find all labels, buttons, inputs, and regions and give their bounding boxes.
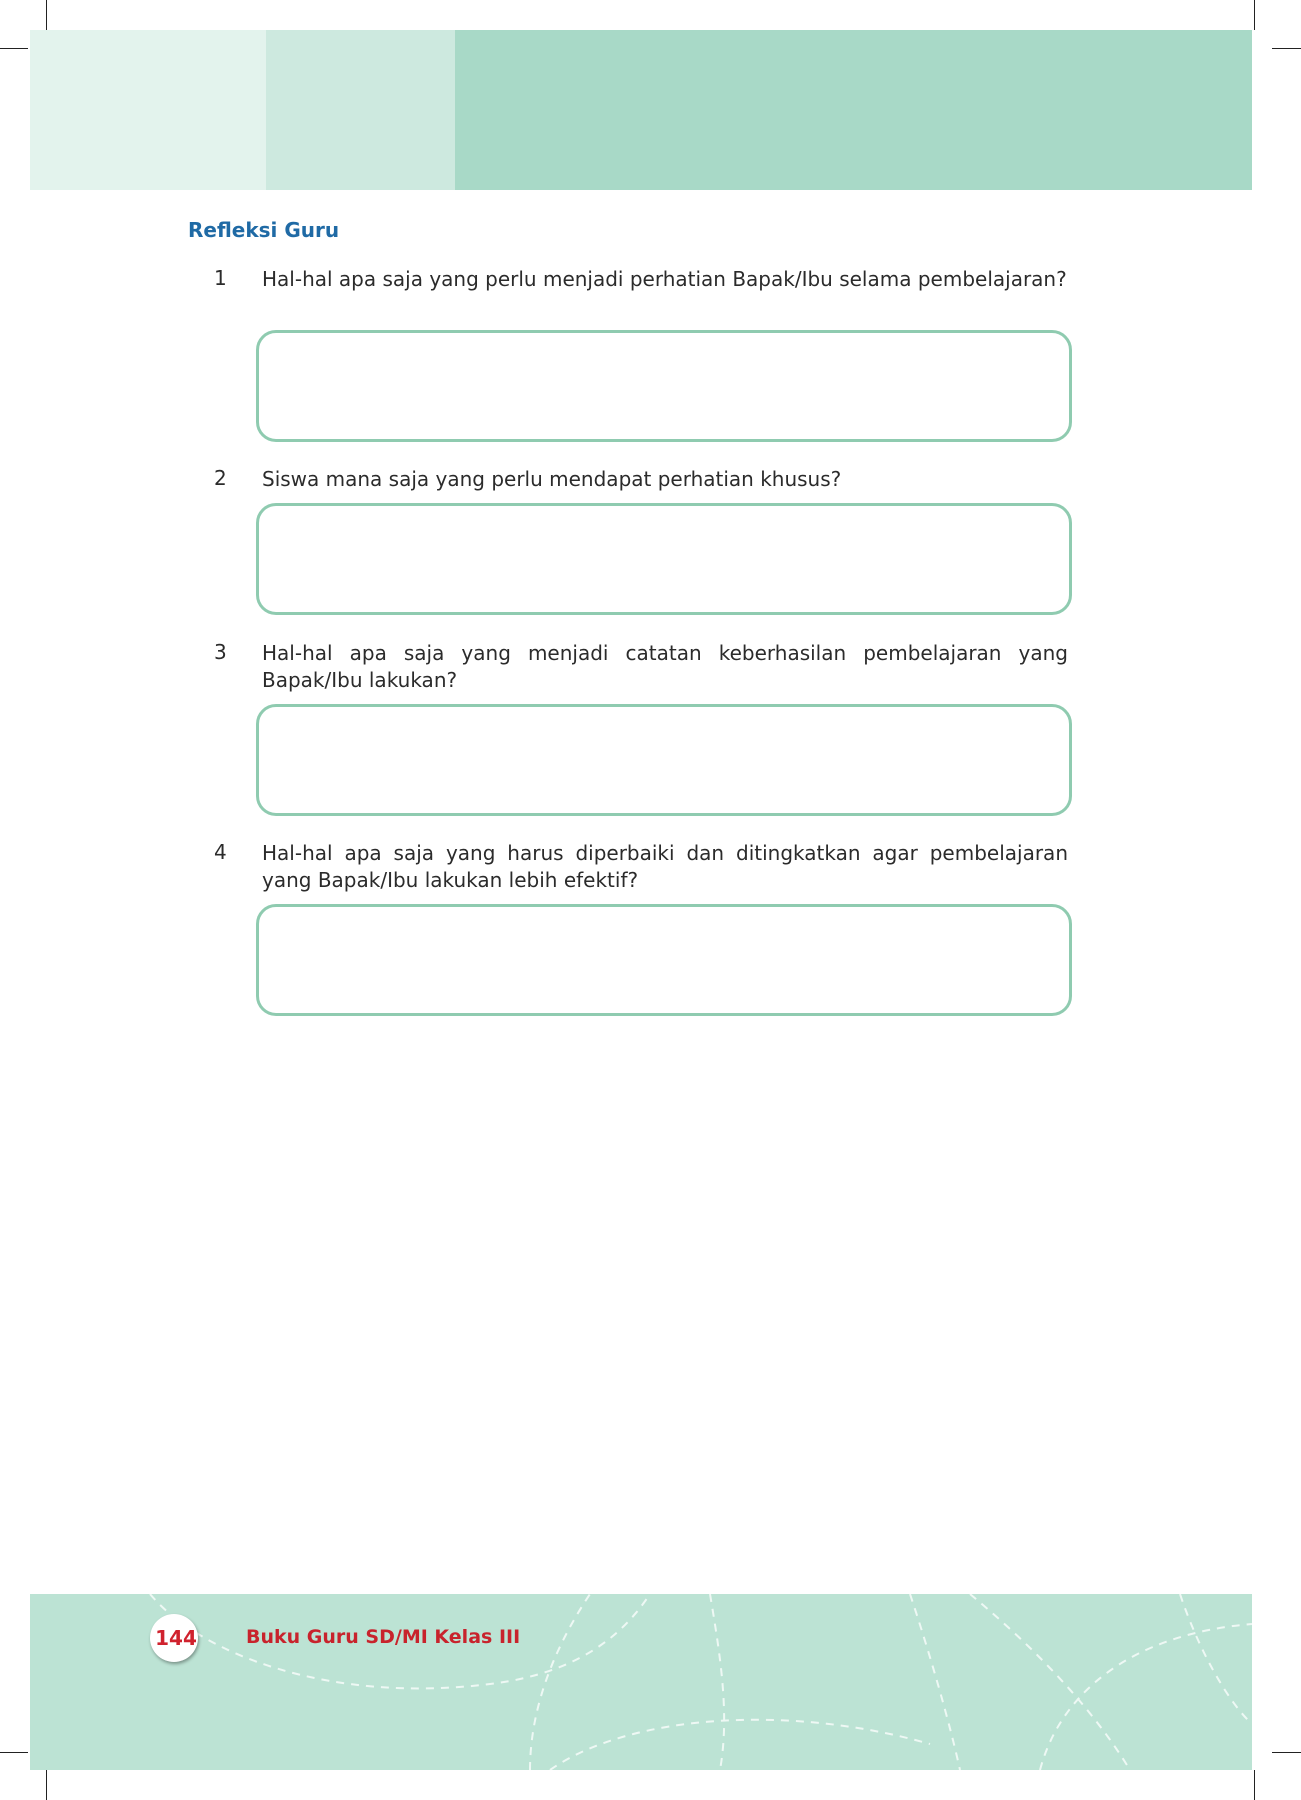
question-text: Hal-hal apa saja yang perlu menjadi perhatian Bapak/Ibu selama pembelajaran?	[262, 267, 1067, 291]
question-text: Hal-hal apa saja yang harus diperbaiki dan ditingkatkan agar pembelajaran yang Bapak/Ibu lakukan lebih efektif?	[262, 841, 1068, 892]
answer-box-4[interactable]	[256, 904, 1072, 1016]
crop-mark	[0, 48, 28, 49]
crop-mark	[46, 0, 47, 30]
footer-dashed-pattern	[30, 1594, 1252, 1770]
page-number-badge	[150, 1614, 198, 1662]
crop-mark	[1254, 1770, 1255, 1800]
answer-box-1[interactable]	[256, 330, 1072, 442]
crop-mark	[1272, 1752, 1301, 1753]
header-band-light	[30, 30, 266, 190]
page-number: 144	[155, 1626, 197, 1650]
answer-box-3[interactable]	[256, 704, 1072, 816]
header-band-dark	[455, 30, 1252, 190]
header-band-mid	[266, 30, 455, 190]
question-text: Siswa mana saja yang perlu mendapat perhatian khusus?	[262, 467, 842, 491]
question-number: 2	[214, 466, 227, 490]
crop-mark	[0, 1752, 28, 1753]
question-number: 1	[214, 266, 227, 290]
question-text: Hal-hal apa saja yang menjadi catatan keberhasilan pembelajaran yang Bapak/Ibu lakukan?	[262, 641, 1068, 692]
section-title: Refleksi Guru	[188, 218, 340, 242]
answer-box-2[interactable]	[256, 503, 1072, 615]
book-title: Buku Guru SD/MI Kelas III	[246, 1626, 521, 1648]
question-number: 3	[214, 640, 227, 664]
footer-band	[30, 1594, 1252, 1770]
question-number: 4	[214, 840, 227, 864]
crop-mark	[1272, 48, 1301, 49]
header-band	[30, 30, 1252, 190]
crop-mark	[46, 1770, 47, 1800]
crop-mark	[1254, 0, 1255, 30]
